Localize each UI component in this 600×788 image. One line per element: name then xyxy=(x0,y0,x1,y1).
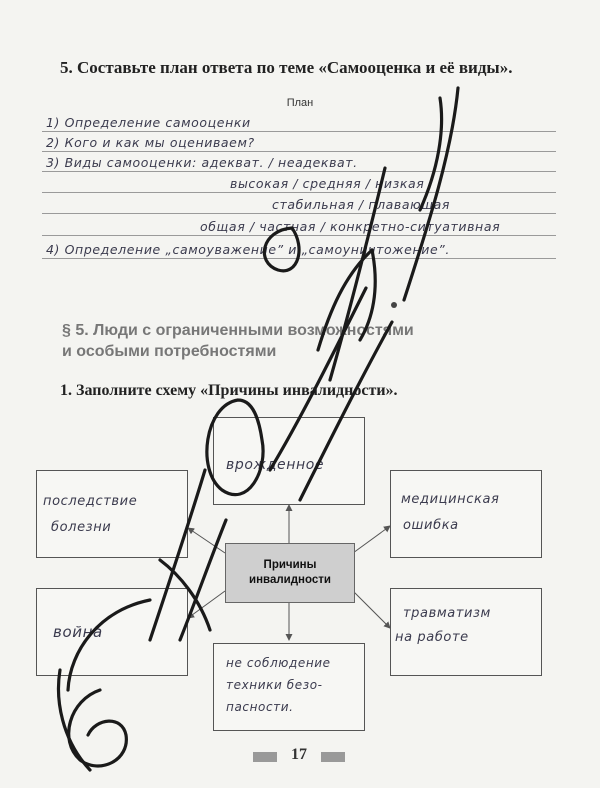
answer-safety-line-1: не соблюдение xyxy=(226,656,331,670)
task-5-title: 5. Составьте план ответа по теме «Самооценка и её виды». xyxy=(60,58,513,77)
center-label-line-1: Причины xyxy=(263,559,317,571)
ruled-line xyxy=(42,151,556,152)
ruled-line xyxy=(42,192,556,193)
plan-line-4: высокая / средняя / низкая xyxy=(230,176,425,191)
answer-safety-line-3: пасности. xyxy=(226,700,294,714)
arrow-to-left-top xyxy=(188,528,225,553)
footer-bar-right xyxy=(321,752,345,762)
plan-heading: План xyxy=(286,97,314,109)
box-right-top xyxy=(390,470,542,558)
box-top xyxy=(213,417,365,505)
arrow-to-left-bottom xyxy=(188,591,225,618)
section-title-line-2: и особыми потребностями xyxy=(62,343,277,360)
footer-bar-left xyxy=(253,752,277,762)
arrow-to-right-bottom xyxy=(353,591,390,628)
box-bottom xyxy=(213,643,365,731)
section-title xyxy=(62,320,414,362)
box-right-bottom xyxy=(390,588,542,676)
center-box-causes xyxy=(225,543,355,603)
section-title-line-1: § 5. Люди с ограниченными возможностями xyxy=(62,322,414,339)
answer-trauma-line-1: травматизм xyxy=(403,606,491,621)
plan-line-1: 1) Определение самооценки xyxy=(46,115,251,130)
answer-medical-line-1: медицинская xyxy=(401,492,500,507)
plan-line-5: стабильная / плавающая xyxy=(272,197,451,212)
answer-safety-line-2: техники безо- xyxy=(226,678,323,692)
plan-line-6: общая / частная / конкретно-ситуативная xyxy=(200,219,501,234)
plan-line-3: 3) Виды самооценки: адекват. / неадекват. xyxy=(46,155,358,170)
arrow-to-right-top xyxy=(353,526,390,553)
answer-disease-line-1: последствие xyxy=(43,494,138,509)
answer-war: война xyxy=(53,623,103,641)
ruled-line xyxy=(42,131,556,132)
answer-trauma-line-2: на работе xyxy=(395,630,469,645)
ruled-line xyxy=(42,258,556,259)
ruled-line xyxy=(42,213,556,214)
box-left-top xyxy=(36,470,188,558)
answer-congenital: врожденное xyxy=(226,457,325,473)
task-1-title: 1. Заполните схему «Причины инвалидности». xyxy=(60,382,398,399)
plan-line-2: 2) Кого и как мы оцениваем? xyxy=(46,135,255,150)
ruled-line xyxy=(42,235,556,236)
answer-disease-line-2: болезни xyxy=(51,520,112,535)
box-left-bottom xyxy=(36,588,188,676)
answer-medical-line-2: ошибка xyxy=(403,518,459,533)
page-number: 17 xyxy=(291,746,307,763)
center-label-line-2: инвалидности xyxy=(249,574,331,586)
plan-line-7: 4) Определение „самоуважение” и „самоуничтожение”. xyxy=(46,242,450,257)
ruled-line xyxy=(42,171,556,172)
